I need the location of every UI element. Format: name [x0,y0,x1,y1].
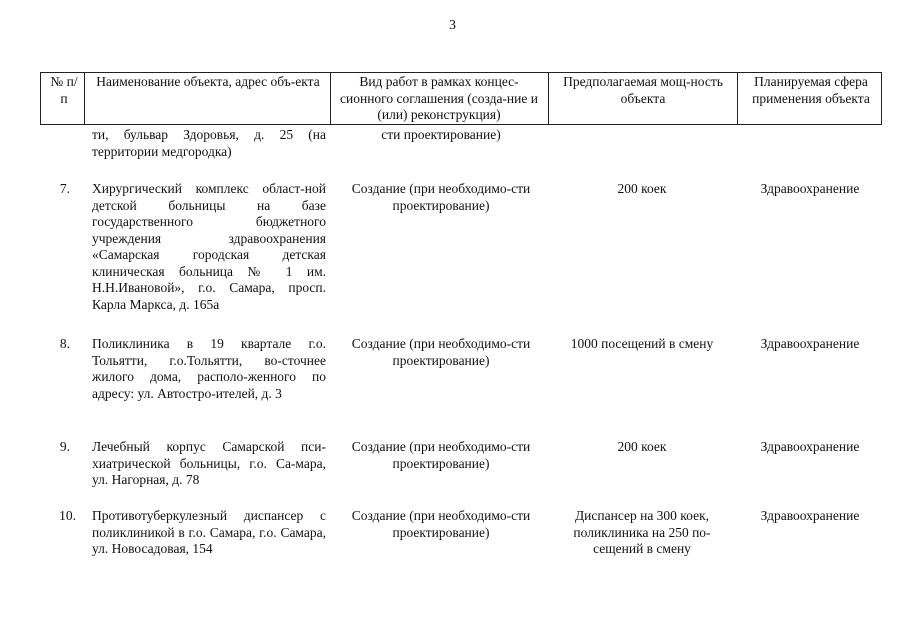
header-divider [40,72,41,125]
capacity: 200 коек [617,181,667,196]
sphere: Здравоохранение [760,336,860,351]
continuation-object-name: ти, бульвар Здоровья, д. 25 (на территории медгородка) [92,127,326,159]
sphere: Здравоохранение [760,508,860,523]
work-type: Создание (при необходимо-сти проектирование) [351,336,531,368]
continuation-work-type: сти проектирование) [381,127,501,142]
object-name: Поликлиника в 19 квартале г.о. Тольятти, г.о.Тольятти, во-сточнее жилого дома, располо-женного по адресу: ул. Автостро-ителей, д. 3 [92,336,326,401]
header-divider [330,72,331,125]
header-work-type: Вид работ в рамках концес-сионного соглашения (созда-ние и (или) реконструкция) [340,74,538,122]
row-number: 9. [59,439,70,454]
capacity: 1000 посещений в смену [570,336,714,351]
header-number: № п/п [50,74,78,106]
row-number: 8. [59,336,70,351]
sphere: Здравоохранение [760,439,860,454]
work-type: Создание (при необходимо-сти проектирование) [351,439,531,471]
work-type: Создание (при необходимо-сти проектирование) [351,181,531,213]
header-divider [84,72,85,125]
page-number: 3 [449,18,456,33]
row-number: 10. [59,508,76,523]
work-type: Создание (при необходимо-сти проектирование) [351,508,531,540]
header-object-name: Наименование объекта, адрес объ-екта [96,74,320,89]
header-divider [737,72,738,125]
header-bottom-border [40,124,882,125]
header-divider [881,72,882,125]
header-divider [548,72,549,125]
row-number: 7. [59,181,70,196]
table-header [40,72,882,125]
capacity: Диспансер на 300 коек, поликлиника на 250 по-сещений в смену [573,508,711,556]
sphere: Здравоохранение [760,181,860,196]
header-top-border [40,72,882,73]
object-name: Лечебный корпус Самарской пси-хиатрической больницы, г.о. Са-мара, ул. Нагорная, д. 78 [92,439,326,487]
capacity: 200 коек [617,439,667,454]
object-name: Противотуберкулезный диспансер с поликлиникой в г.о. Самара, г.о. Самара, ул. Новосадовая, 154 [92,508,326,556]
object-name: Хирургический комплекс област-ной детской больницы на базе государственного бюджетного учреждения здравоохранения «Самарская городская детская клиническая больница № 1 им. Н.Н.Ивановой», г.о. Самара, просп. Карла Маркса, д. 165а [92,181,326,312]
header-capacity: Предполагаемая мощ-ность объекта [563,74,723,106]
header-sphere: Планируемая сфера применения объекта [752,74,870,106]
